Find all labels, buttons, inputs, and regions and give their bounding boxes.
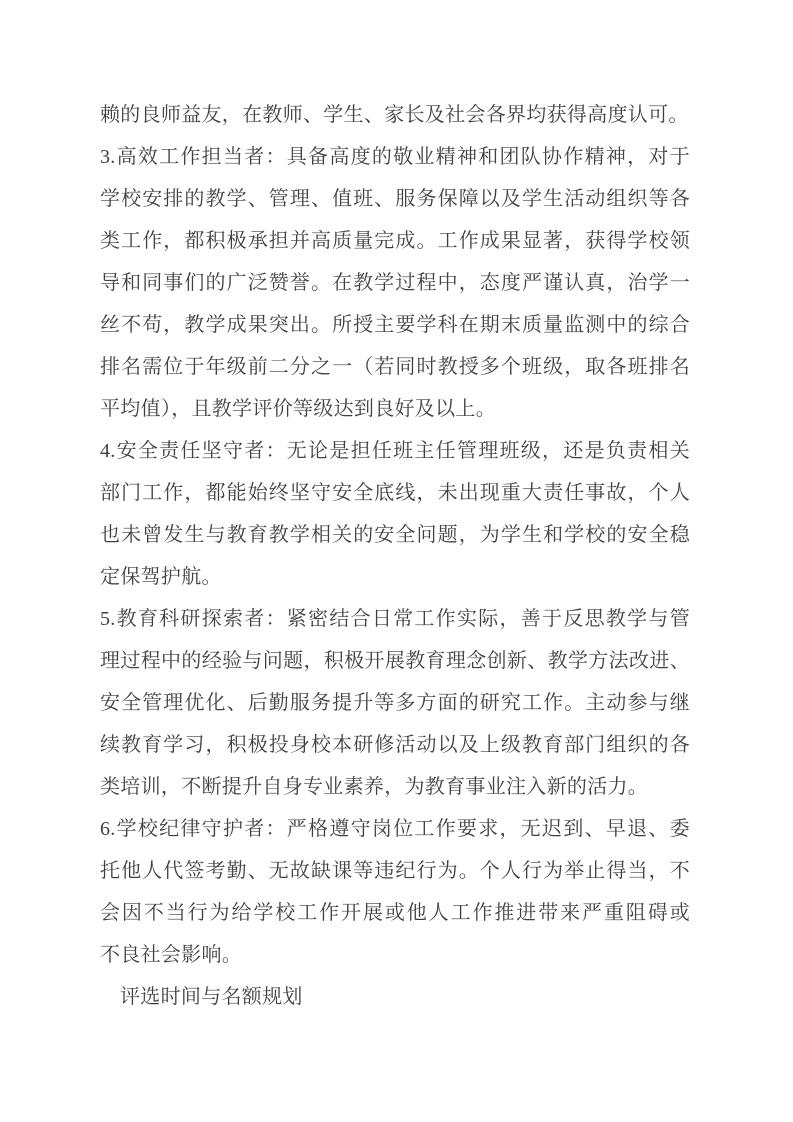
section-heading-line: 评选时间与名额规划 (120, 986, 303, 1008)
document-line: 类工作，都积极承担并高质量完成。工作成果显著，获得学校领 (100, 230, 690, 252)
document-line: 导和同事们的广泛赞誉。在教学过程中，态度严谨认真，治学一 (100, 272, 690, 294)
document-line: 4.安全责任坚守者：无论是担任班主任管理班级，还是负责相关 (100, 440, 690, 462)
document-line: 赖的良师益友，在教师、学生、家长及社会各界均获得高度认可。 (100, 104, 689, 126)
document-line: 平均值），且教学评价等级达到良好及以上。 (100, 398, 496, 420)
document-line: 也未曾发生与教育教学相关的安全问题，为学生和学校的安全稳 (100, 524, 690, 546)
document-line: 托他人代签考勤、无故缺课等违纪行为。个人行为举止得当，不 (100, 860, 690, 882)
document-line: 会因不当行为给学校工作开展或他人工作推进带来严重阻碍或 (100, 902, 690, 924)
document-text-block (100, 94, 690, 1018)
document-line: 丝不苟，教学成果突出。所授主要学科在期末质量监测中的综合 (100, 314, 690, 336)
document-line: 续教育学习，积极投身校本研修活动以及上级教育部门组织的各 (100, 734, 690, 756)
document-line: 3.高效工作担当者：具备高度的敬业精神和团队协作精神，对于 (100, 146, 690, 168)
document-line: 安全管理优化、后勤服务提升等多方面的研究工作。主动参与继 (100, 692, 690, 714)
document-line: 排名需位于年级前二分之一（若同时教授多个班级，取各班排名 (100, 356, 690, 378)
document-line: 学校安排的教学、管理、值班、服务保障以及学生活动组织等各 (100, 188, 690, 210)
document-line: 5.教育科研探索者：紧密结合日常工作实际，善于反思教学与管 (100, 608, 690, 630)
document-line: 理过程中的经验与问题，积极开展教育理念创新、教学方法改进、 (100, 650, 690, 672)
document-line: 不良社会影响。 (100, 944, 243, 966)
document-line: 6.学校纪律守护者：严格遵守岗位工作要求，无迟到、早退、委 (100, 818, 690, 840)
document-line: 类培训，不断提升自身专业素养，为教育事业注入新的活力。 (100, 776, 649, 798)
document-line: 部门工作，都能始终坚守安全底线，未出现重大责任事故，个人 (100, 482, 690, 504)
document-line: 定保驾护航。 (100, 566, 222, 588)
